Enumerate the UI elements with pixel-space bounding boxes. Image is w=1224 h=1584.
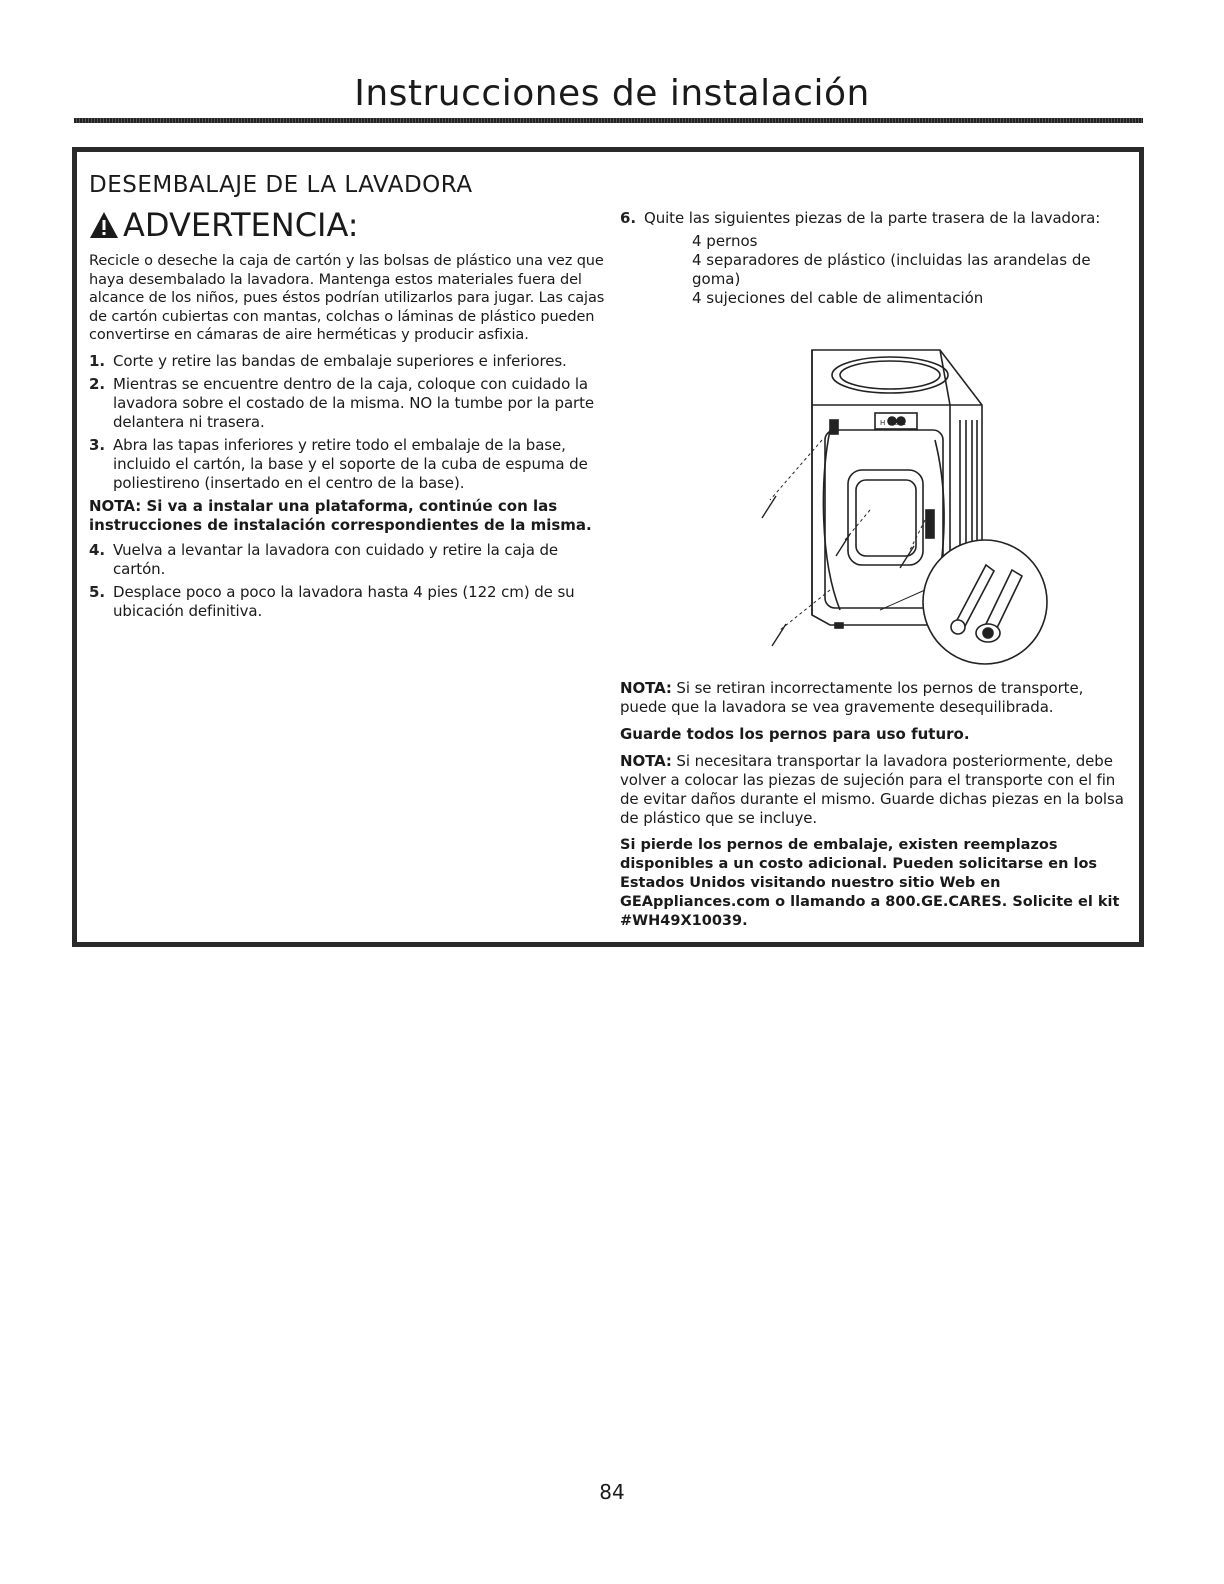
step-5 [89,583,609,621]
right-column [620,209,1132,931]
warning-label: ADVERTENCIA: [123,206,359,244]
step-2 [89,375,609,432]
step-4 [89,541,609,579]
note-label: NOTA: [620,679,672,697]
step-number: 1. [89,351,105,370]
panel-label: H 0 0 C [880,419,906,427]
part-item: 4 sujeciones del cable de alimentación [692,289,984,307]
step-6 [620,209,1132,228]
warning-text: Recicle o deseche la caja de cartón y las bolsas de plástico una vez que haya desembalado la lavadora. Mantenga estos materiales fuera del alcance de los niños, pues éstos podrían utilizarlos para jugar. Las cajas de cartón cubiertas con mantas, colchas o láminas de plástico pueden convertirse en cámaras de aire herméticas y producir asfixia. [89,253,605,343]
step-number: 4. [89,540,105,559]
warning-heading [89,204,609,246]
save-bolts-text: Guarde todos los pernos para uso futuro. [620,725,970,743]
part-item: 4 pernos [692,232,758,250]
step-text: Quite las siguientes piezas de la parte trasera de la lavadora: [644,209,1101,227]
platform-note: NOTA: Si va a instalar una plataforma, continúe con las instrucciones de instalación correspondientes de la misma. [89,496,592,534]
step-number: 2. [89,374,105,393]
warning-triangle-icon [89,211,119,239]
step-text: Abra las tapas inferiores y retire todo el embalaje de la base, incluido el cartón, la base y el soporte de la cuba de espuma de poliestireno (insertado en el centro de la base). [113,435,588,492]
unpacking-section [72,147,1144,947]
replacement-info: Si pierde los pernos de embalaje, existen reemplazos disponibles a un costo adicional. Pueden solicitarse en los Estados Unidos visitando nuestro sitio Web en GEAppliances.com o llamando a 800.GE.CARES. Solicite el kit #WH49X10039. [620,837,1120,929]
washer-rear-diagram [680,320,1080,675]
step-3 [89,436,609,493]
step-1 [89,352,609,371]
step-number: 6. [620,209,636,227]
note-text: Si necesitara transportar la lavadora posteriormente, debe volver a colocar las piezas de sujeción para el transporte con el fin de evitar daños durante el mismo. Guarde dichas piezas en la bolsa de plástico que se incluye. [620,752,1124,827]
part-item: 4 separadores de plástico (incluidas las arandelas de goma) [692,251,1091,288]
note-text: Si se retiran incorrectamente los pernos de transporte, puede que la lavadora se vea gravemente desequilibrada. [620,679,1084,716]
note-label: NOTA: [620,752,672,770]
step-text: Vuelva a levantar la lavadora con cuidado y retire la caja de cartón. [113,540,559,578]
left-column [89,170,609,625]
title-rule [74,118,1143,123]
step-number: 5. [89,582,105,601]
step-text: Mientras se encuentre dentro de la caja, coloque con cuidado la lavadora sobre el costado de la misma. NO la tumbe por la parte delantera ni trasera. [113,374,595,431]
section-heading: DESEMBALAJE DE LA LAVADORA [89,172,473,198]
transport-bolts-note [620,679,1132,717]
page-number: 84 [599,1480,625,1504]
step-text: Corte y retire las bandas de embalaje superiores e inferiores. [113,351,567,370]
transport-note [620,752,1132,828]
page-title: Instrucciones de instalación [354,73,870,114]
step-number: 3. [89,435,105,454]
step-text: Desplace poco a poco la lavadora hasta 4 pies (122 cm) de su ubicación definitiva. [113,582,575,620]
